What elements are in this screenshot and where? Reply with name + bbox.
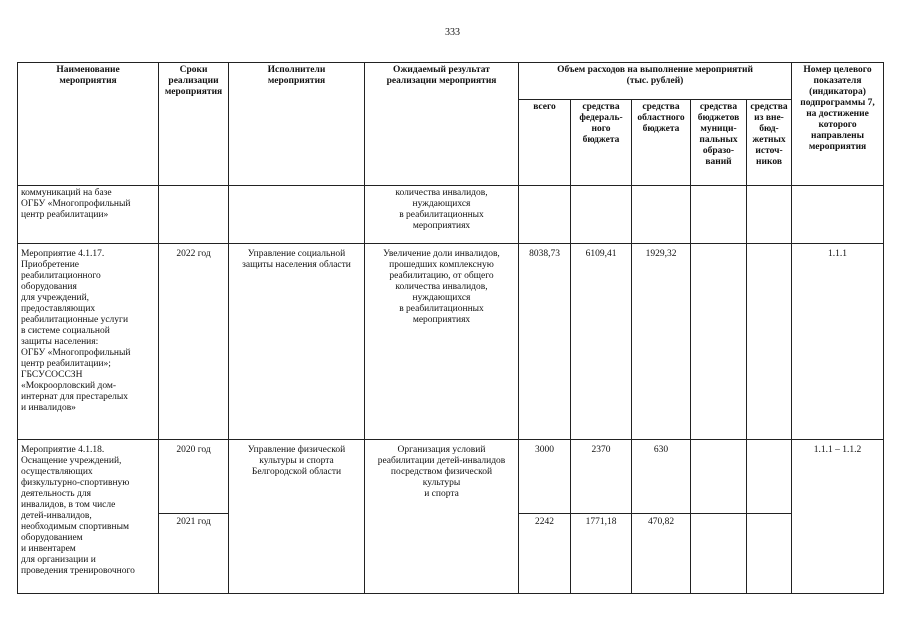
row-municipal: [691, 514, 747, 594]
row-federal: [571, 186, 632, 244]
header-volume: Объем расходов на выполнение мероприятий (тыс. рублей): [519, 63, 792, 100]
row-executor: [229, 186, 365, 244]
row-regional: [632, 186, 691, 244]
row-term: 2021 год: [159, 514, 229, 594]
row-name: коммуникаций на базе ОГБУ «Многопрофильный центр реабилитации»: [18, 186, 159, 244]
row-federal: 2370: [571, 440, 632, 514]
row-result: Увеличение доли инвалидов, прошедших комплексную реабилитацию, от общего количества инвалидов, нуждающихся в реабилитационных мероприятиях: [365, 244, 519, 440]
row-regional: 630: [632, 440, 691, 514]
row-term: 2022 год: [159, 244, 229, 440]
row-total: 3000: [519, 440, 571, 514]
row-regional: 470,82: [632, 514, 691, 594]
header-total: всего: [519, 100, 571, 186]
header-federal: средства федераль- ного бюджета: [571, 100, 632, 186]
row-name: Мероприятие 4.1.17. Приобретение реабилитационного оборудования для учреждений, предоставляющих реабилитационные услуги в системе социальной защиты населения: ОГБУ «Многопрофильный центр реабилитации»; ГБСУСОССЗН «Мокроорловский дом- интернат для престарелых и инвалидов»: [18, 244, 159, 440]
page-number: 333: [445, 27, 460, 38]
header-row-1: [18, 63, 884, 100]
row-total: 2242: [519, 514, 571, 594]
row-indicator: 1.1.1: [792, 244, 884, 440]
row-term: 2020 год: [159, 440, 229, 514]
row-result: Организация условий реабилитации детей-инвалидов посредством физической культуры и спорта: [365, 440, 519, 594]
row-extra: [747, 440, 792, 514]
header-extra: средства из вне- бюд- жетных источ- ников: [747, 100, 792, 186]
row-indicator: 1.1.1 – 1.1.2: [792, 440, 884, 594]
header-municipal: средства бюджетов муници- пальных образо- ваний: [691, 100, 747, 186]
header-executors: Исполнители мероприятия: [229, 63, 365, 186]
row-indicator: [792, 186, 884, 244]
row-extra: [747, 514, 792, 594]
row-total: [519, 186, 571, 244]
header-terms: Сроки реализации мероприятия: [159, 63, 229, 186]
row-federal: 6109,41: [571, 244, 632, 440]
header-result: Ожидаемый результат реализации мероприятия: [365, 63, 519, 186]
row-executor: Управление физической культуры и спорта Белгородской области: [229, 440, 365, 594]
table-row: [18, 440, 884, 514]
table-row: [18, 244, 884, 440]
table-row: [18, 186, 884, 244]
measures-table: [17, 62, 884, 594]
row-municipal: [691, 186, 747, 244]
row-extra: [747, 186, 792, 244]
row-result: количества инвалидов, нуждающихся в реабилитационных мероприятиях: [365, 186, 519, 244]
header-regional: средства областного бюджета: [632, 100, 691, 186]
row-total: 8038,73: [519, 244, 571, 440]
row-municipal: [691, 244, 747, 440]
row-executor: Управление социальной защиты населения области: [229, 244, 365, 440]
row-regional: 1929,32: [632, 244, 691, 440]
header-indicator: Номер целевого показателя (индикатора) подпрограммы 7, на достижение которого направлены мероприятия: [792, 63, 884, 186]
header-name: Наименование мероприятия: [18, 63, 159, 186]
row-name: Мероприятие 4.1.18. Оснащение учреждений, осуществляющих физкультурно-спортивную деятельность для инвалидов, в том числе детей-инвалидов, необходимым спортивным оборудованием и инвентарем для организации и проведения тренировочного: [18, 440, 159, 594]
row-federal: 1771,18: [571, 514, 632, 594]
row-municipal: [691, 440, 747, 514]
row-extra: [747, 244, 792, 440]
row-term: [159, 186, 229, 244]
